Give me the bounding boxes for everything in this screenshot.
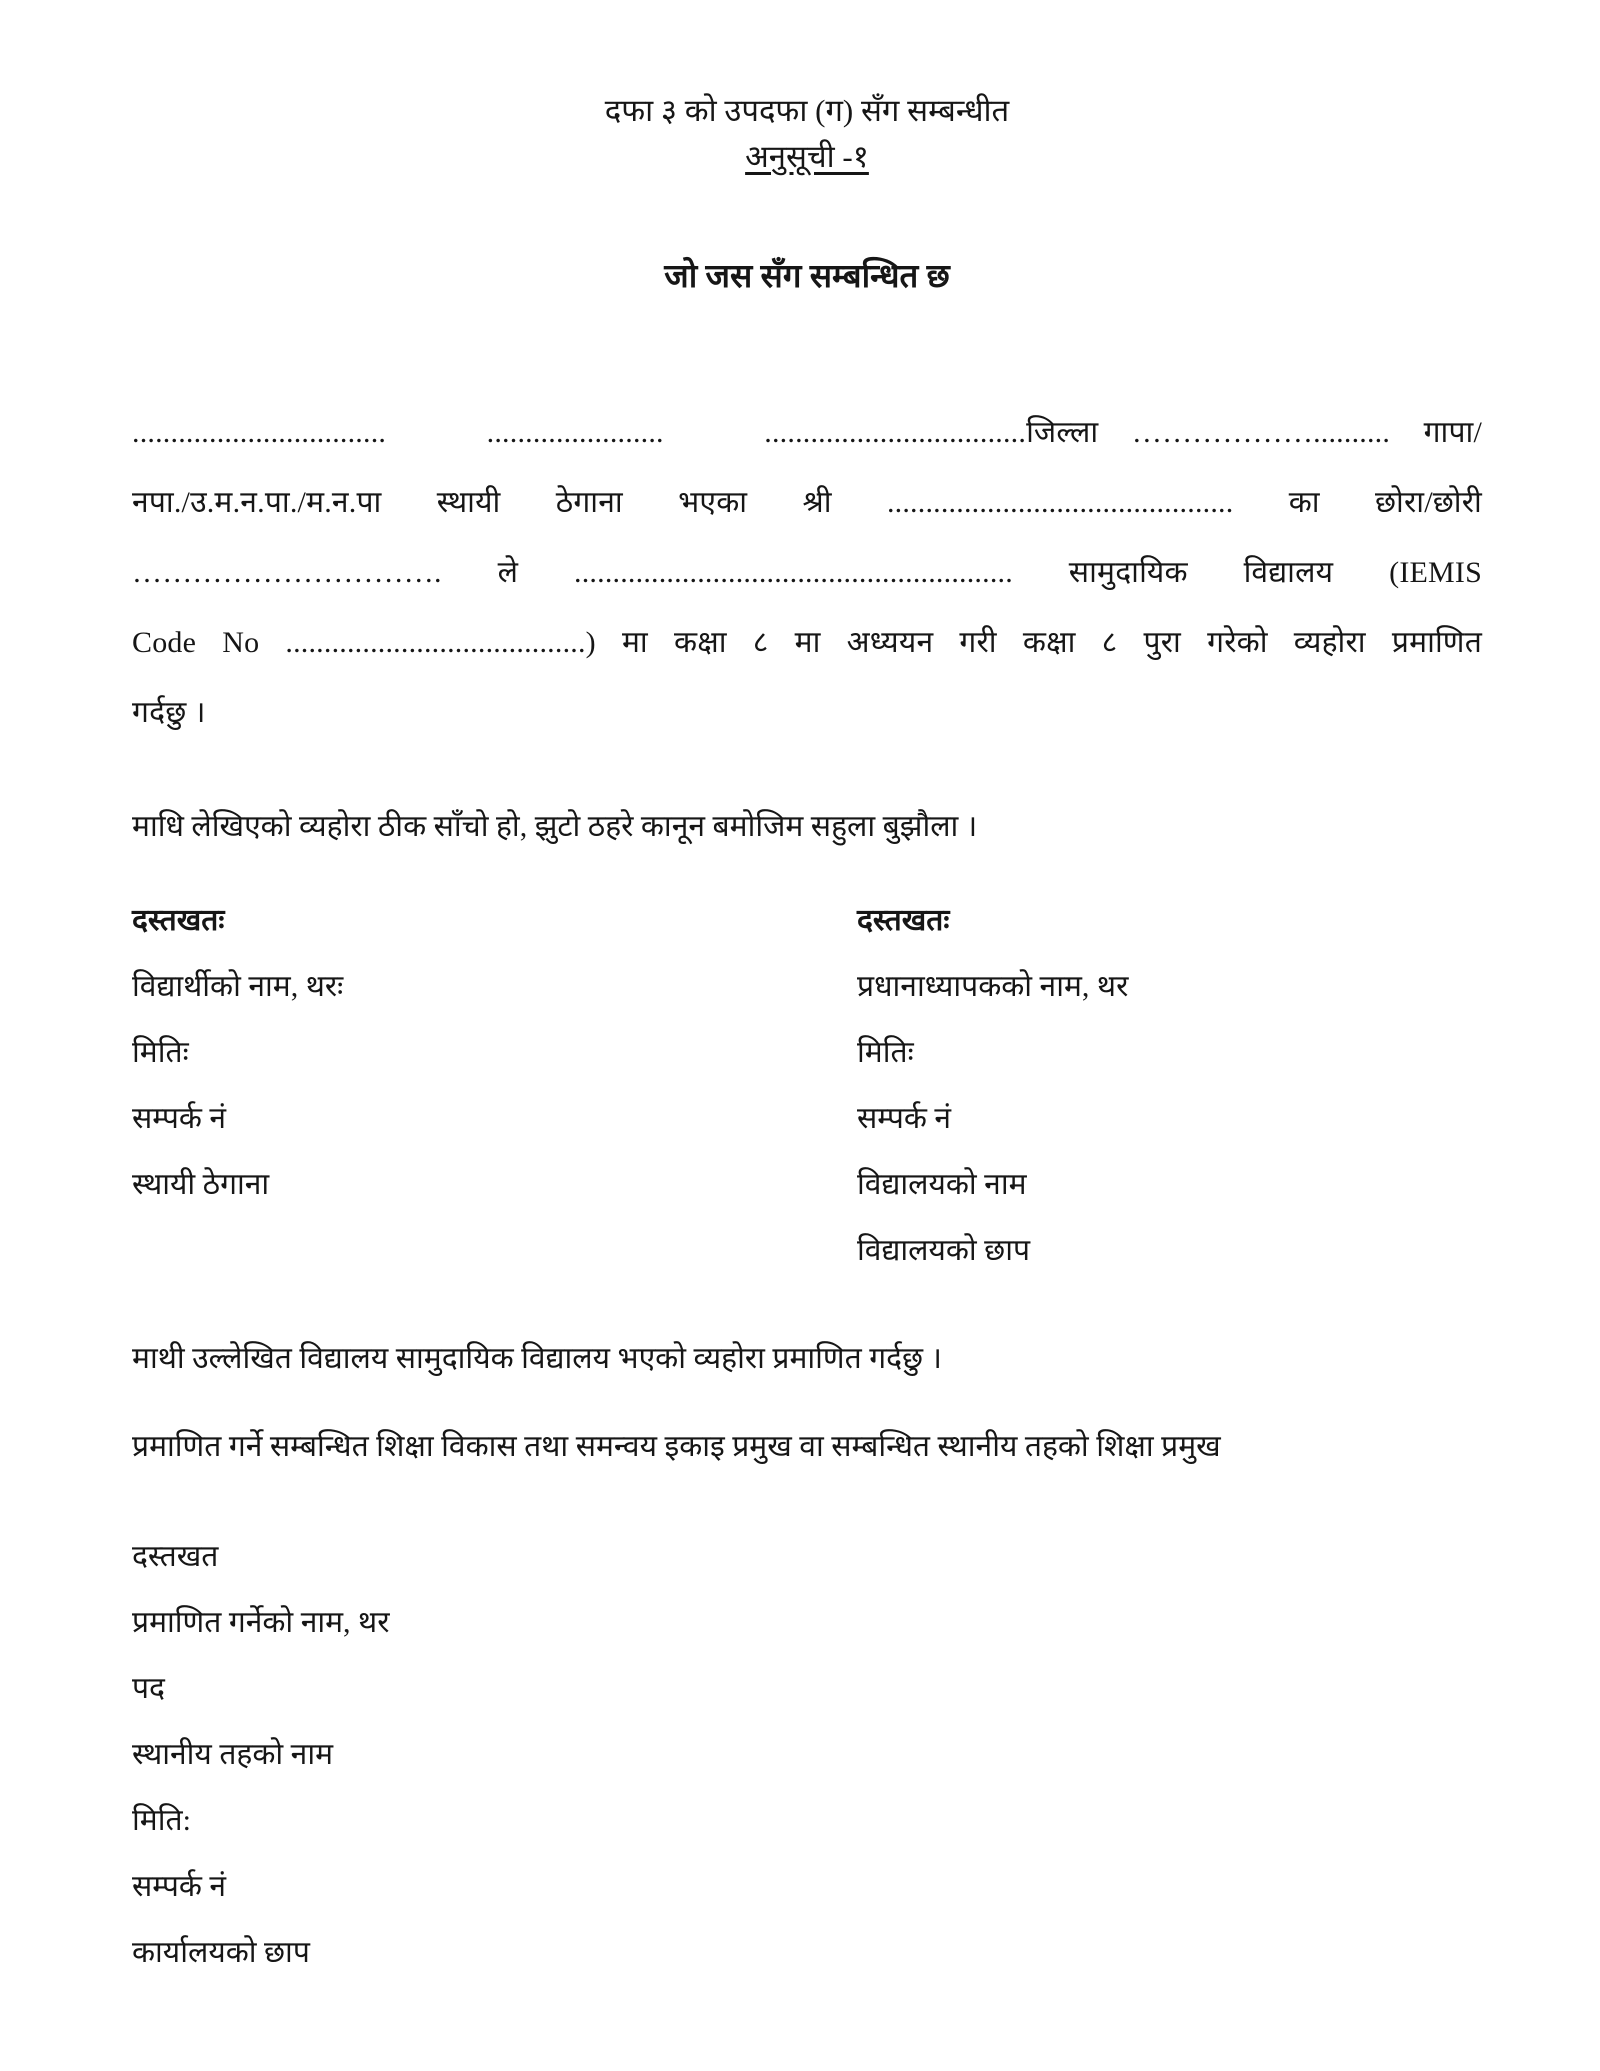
officer-signature-block [132,1524,1482,1986]
declaration-line-2: नपा./उ.म.न.पा./म.न.पा स्थायी ठेगाना भएका श्री ............................................. का छोरा/छोरी [132,486,1482,519]
declaration-line-3: …………………………. ले ......................................................... सामुदायिक विद्यालय (IEMIS [132,556,1482,589]
section-relation-line: दफा ३ को उपदफा (ग) सँग सम्बन्धीत [604,93,1010,128]
officer-signature-label: दस्तखत [132,1540,219,1573]
declaration-line-4: Code No .......................................) मा कक्षा ८ मा अध्ययन गरी कक्षा ८ पुरा गरेको व्यहोरा प्रमाणित [132,626,1482,659]
officer-position-field: पद [132,1672,165,1705]
student-date-field: मितिः [132,1036,189,1069]
local-level-name-field: स्थानीय तहको नाम [132,1738,334,1771]
headteacher-signature-label: दस्तखतः [857,904,950,937]
school-name-field: विद्यालयको नाम [857,1168,1027,1201]
certifier-description: प्रमाणित गर्ने सम्बन्धित शिक्षा विकास तथा समन्वय इकाइ प्रमुख वा सम्बन्धित स्थानीय तहको शिक्षा प्रमुख [132,1430,1221,1463]
headteacher-name-field: प्रधानाध्यापकको नाम, थर [857,970,1129,1003]
officer-contact-field: सम्पर्क नं [132,1870,227,1903]
schedule-label: अनुसूची -१ [745,139,869,174]
document-title: जो जस सँग सम्बन्धित छ [664,259,950,295]
headteacher-date-field: मितिः [857,1036,914,1069]
student-address-field: स्थायी ठेगाना [132,1168,270,1201]
declaration-line-5: गर्दछु । [132,696,206,729]
student-signature-label: दस्तखतः [132,904,225,937]
officer-name-field: प्रमाणित गर्नेको नाम, थर [132,1606,390,1639]
office-stamp-field: कार्यालयको छाप [132,1936,310,1969]
headteacher-contact-field: सम्पर्क नं [857,1102,952,1135]
school-stamp-field: विद्यालयको छाप [857,1234,1031,1267]
officer-date-field: मिति: [132,1804,191,1837]
school-certification-statement: माथी उल्लेखित विद्यालय सामुदायिक विद्यालय भएको व्यहोरा प्रमाणित गर्दछु । [132,1342,942,1375]
headteacher-signature-block [857,888,1482,1284]
declaration-line-1: ................................. ....................... ..................................जिल्ला ……………….......... गापा/ [132,416,1482,449]
student-empty-row [132,1218,857,1284]
student-contact-field: सम्पर्क नं [132,1102,227,1135]
declaration-paragraph [132,398,1482,748]
student-name-field: विद्यार्थीको नाम, थरः [132,970,344,1003]
signature-section [132,888,1482,1284]
student-signature-block [132,888,857,1284]
truth-statement: माधि लेखिएको व्यहोरा ठीक साँचो हो, झुटो ठहरे कानून बमोजिम सहुला बुझौला । [132,810,978,843]
